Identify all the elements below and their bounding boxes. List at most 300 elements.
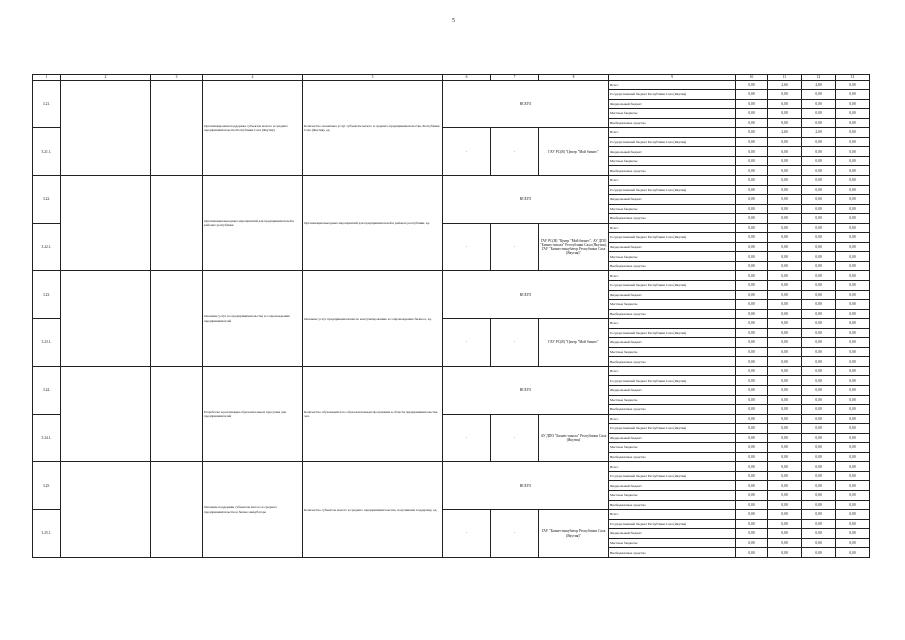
value-cell: 2,00 [802,80,836,90]
value-cell: 0,00 [836,195,870,205]
value-cell: 0,00 [802,357,836,367]
value-cell: 0,00 [802,166,836,176]
indicator-name: Количество оказанных услуг субъектам малого и среднего предпринимательства, Республики Саха (Якутия), ед. [303,80,443,175]
funding-source: Внебюджетные средства [609,405,736,415]
value-cell: 0,00 [802,147,836,157]
event-name: Разработка и реализация образовательных программ для предпринимателей [203,366,303,461]
executor-name: ГАУ РС(Я) "Центр "Мой бизнес" [539,319,609,367]
empty-cell [151,366,203,461]
value-cell: 0,00 [836,538,870,548]
value-cell: 0,00 [736,395,768,405]
value-cell: 2,60 [768,128,802,138]
header-cell: 12 [802,75,836,81]
value-cell: 0,00 [768,90,802,100]
value-cell: 0,00 [836,118,870,128]
row-code: 3.23.1. [33,319,61,367]
total-label: ВСЕГО [443,175,609,223]
value-cell: 0,00 [768,252,802,262]
value-cell: 0,00 [836,443,870,453]
dash-cell: - [491,128,539,176]
total-label: ВСЕГО [443,366,609,414]
funding-source: Местные бюджеты [609,395,736,405]
value-cell: 0,00 [836,386,870,396]
value-cell: 0,00 [802,233,836,243]
value-cell: 0,00 [768,510,802,520]
value-cell: 0,00 [736,204,768,214]
value-cell: 0,00 [802,223,836,233]
value-cell: 0,00 [802,529,836,539]
value-cell: 0,00 [802,471,836,481]
value-cell: 0,00 [736,538,768,548]
value-cell: 0,00 [768,175,802,185]
value-cell: 0,00 [736,309,768,319]
value-cell: 0,00 [736,481,768,491]
indicator-name: Количество субъектов малого и среднего предпринимательства, получивших поддержку, ед. [303,462,443,558]
value-cell: 0,00 [768,319,802,329]
funding-source: Внебюджетные средства [609,548,736,558]
executor-name: АУ ДПО "Бизнес-школа" Республики Саха (Якутия) [539,414,609,462]
row-code: 3.24. [33,366,61,414]
value-cell: 0,00 [836,271,870,281]
total-row [33,366,870,376]
value-cell: 0,00 [768,109,802,119]
funding-source: Местные бюджеты [609,109,736,119]
empty-cell [61,366,151,461]
value-cell: 0,00 [736,166,768,176]
empty-cell [61,80,151,175]
dash-cell: - [491,319,539,367]
value-cell: 0,00 [836,137,870,147]
funding-source: Всего [609,128,736,138]
budget-table [32,74,870,558]
value-cell: 0,00 [768,290,802,300]
value-cell: 0,00 [836,529,870,539]
value-cell: 0,00 [768,166,802,176]
executor-name: ГАУ "Бизнес-инкубатор Республики Саха (Якутия)" [539,510,609,558]
value-cell: 0,00 [768,529,802,539]
value-cell: 0,00 [836,471,870,481]
row-code: 3.21.1. [33,128,61,176]
value-cell: 0,00 [836,233,870,243]
funding-source: Государственный бюджет Республики Саха (Якутия) [609,376,736,386]
value-cell: 0,00 [802,405,836,415]
value-cell: 0,00 [736,195,768,205]
value-cell: 0,00 [802,481,836,491]
header-cell: 1 [33,75,61,81]
executor-name: ГАУ РС(Я) "Центр "Мой бизнес", АУ ДПО "Бизнес-школа" Республики Саха (Якутия), ГАУ "Бизнес-инкубатор Республики Саха (Якутия)" [539,223,609,271]
value-cell: 0,00 [736,214,768,224]
funding-source: Всего [609,223,736,233]
value-cell: 0,00 [768,118,802,128]
value-cell: 0,00 [802,300,836,310]
value-cell: 0,00 [768,500,802,510]
header-cell: 3 [151,75,203,81]
value-cell: 0,00 [802,395,836,405]
value-cell: 0,00 [802,319,836,329]
value-cell: 0,00 [836,491,870,501]
value-cell: 0,00 [768,471,802,481]
funding-source: Внебюджетные средства [609,261,736,271]
value-cell: 0,00 [802,137,836,147]
value-cell: 0,00 [768,366,802,376]
value-cell: 0,00 [736,128,768,138]
header-cell: 8 [539,75,609,81]
funding-source: Федеральный бюджет [609,147,736,157]
value-cell: 0,00 [768,214,802,224]
funding-source: Государственный бюджет Республики Саха (Якутия) [609,233,736,243]
value-cell: 0,00 [836,128,870,138]
value-cell: 0,00 [736,175,768,185]
value-cell: 0,00 [768,147,802,157]
value-cell: 0,00 [768,538,802,548]
value-cell: 0,00 [836,166,870,176]
header-cell: 2 [61,75,151,81]
funding-source: Местные бюджеты [609,300,736,310]
value-cell: 0,00 [768,204,802,214]
value-cell: 0,00 [736,500,768,510]
value-cell: 0,00 [768,481,802,491]
value-cell: 0,00 [802,156,836,166]
value-cell: 0,00 [736,290,768,300]
empty-cell [61,271,151,366]
row-code: 3.25. [33,462,61,510]
value-cell: 0,00 [802,424,836,434]
empty-cell [151,462,203,558]
value-cell: 0,00 [768,443,802,453]
value-cell: 0,00 [736,510,768,520]
dash-cell: - [491,510,539,558]
funding-source: Федеральный бюджет [609,481,736,491]
total-row [33,271,870,281]
value-cell: 0,00 [736,137,768,147]
funding-source: Местные бюджеты [609,491,736,501]
value-cell: 0,00 [768,338,802,348]
funding-source: Всего [609,80,736,90]
value-cell: 0,00 [836,395,870,405]
value-cell: 0,00 [768,281,802,291]
header-cell: 6 [443,75,491,81]
value-cell: 0,00 [836,80,870,90]
funding-source: Федеральный бюджет [609,290,736,300]
value-cell: 0,00 [802,452,836,462]
value-cell: 0,00 [768,347,802,357]
header-cell: 7 [491,75,539,81]
value-cell: 0,00 [768,195,802,205]
value-cell: 0,00 [736,347,768,357]
event-name: Организация выездных мероприятий для предпринимателей в районах республики [203,175,303,270]
value-cell: 0,00 [736,300,768,310]
funding-source: Внебюджетные средства [609,166,736,176]
header-cell: 10 [736,75,768,81]
indicator-name: Организация выездных мероприятий для предпринимателей в районах республики, ед. [303,175,443,270]
dash-cell: - [443,128,491,176]
funding-source: Всего [609,175,736,185]
value-cell: 0,00 [736,433,768,443]
funding-source: Государственный бюджет Республики Саха (Якутия) [609,471,736,481]
value-cell: 0,00 [802,175,836,185]
funding-source: Внебюджетные средства [609,452,736,462]
value-cell: 0,00 [768,462,802,472]
funding-source: Федеральный бюджет [609,195,736,205]
value-cell: 0,00 [736,491,768,501]
value-cell: 0,00 [768,357,802,367]
value-cell: 0,00 [768,452,802,462]
value-cell: 0,00 [736,109,768,119]
value-cell: 0,00 [802,443,836,453]
funding-source: Внебюджетные средства [609,357,736,367]
value-cell: 0,00 [836,424,870,434]
value-cell: 0,00 [802,548,836,558]
value-cell: 0,00 [836,99,870,109]
value-cell: 0,00 [836,338,870,348]
header-cell: 4 [203,75,303,81]
value-cell: 0,00 [802,386,836,396]
value-cell: 0,00 [836,328,870,338]
value-cell: 0,00 [836,175,870,185]
value-cell: 0,00 [736,366,768,376]
value-cell: 0,00 [802,242,836,252]
value-cell: 0,00 [802,538,836,548]
total-row [33,462,870,472]
funding-source: Местные бюджеты [609,443,736,453]
value-cell: 0,00 [768,414,802,424]
value-cell: 0,00 [736,223,768,233]
value-cell: 0,00 [736,414,768,424]
value-cell: 0,00 [768,424,802,434]
value-cell: 0,00 [836,242,870,252]
value-cell: 0,00 [836,214,870,224]
value-cell: 0,00 [836,347,870,357]
total-row [33,80,870,90]
value-cell: 0,00 [736,319,768,329]
value-cell: 0,00 [736,529,768,539]
funding-source: Всего [609,271,736,281]
value-cell: 2,60 [768,80,802,90]
value-cell: 0,00 [768,405,802,415]
funding-source: Федеральный бюджет [609,386,736,396]
value-cell: 0,00 [736,118,768,128]
value-cell: 0,00 [836,309,870,319]
funding-source: Местные бюджеты [609,538,736,548]
funding-source: Всего [609,319,736,329]
value-cell: 0,00 [736,99,768,109]
page-number: 5 [452,18,455,24]
value-cell: 0,00 [736,233,768,243]
funding-source: Внебюджетные средства [609,309,736,319]
value-cell: 0,00 [802,118,836,128]
event-name: Оказание услуг по предпринимательству и сопровождению предпринимателей [203,271,303,366]
value-cell: 0,00 [768,491,802,501]
value-cell: 0,00 [736,424,768,434]
funding-source: Всего [609,462,736,472]
funding-source: Всего [609,414,736,424]
value-cell: 0,00 [736,405,768,415]
value-cell: 0,00 [836,376,870,386]
value-cell: 0,00 [802,462,836,472]
funding-source: Местные бюджеты [609,252,736,262]
value-cell: 0,00 [736,462,768,472]
value-cell: 0,00 [768,185,802,195]
value-cell: 0,00 [736,452,768,462]
value-cell: 0,00 [736,443,768,453]
value-cell: 0,00 [802,214,836,224]
value-cell: 0,00 [768,156,802,166]
total-row [33,175,870,185]
value-cell: 0,00 [736,328,768,338]
funding-source: Государственный бюджет Республики Саха (Якутия) [609,137,736,147]
value-cell: 0,00 [802,261,836,271]
dash-cell: - [443,510,491,558]
funding-source: Государственный бюджет Республики Саха (Якутия) [609,90,736,100]
funding-source: Федеральный бюджет [609,529,736,539]
value-cell: 0,00 [736,252,768,262]
value-cell: 0,00 [768,99,802,109]
value-cell: 0,00 [836,462,870,472]
value-cell: 0,00 [836,519,870,529]
empty-cell [151,271,203,366]
value-cell: 0,00 [836,281,870,291]
value-cell: 0,00 [736,271,768,281]
value-cell: 0,00 [768,395,802,405]
value-cell: 0,00 [802,347,836,357]
value-cell: 0,00 [802,414,836,424]
row-code: 3.23. [33,271,61,319]
indicator-name: Количество обучающихся по образовательным программам в области предпринимательства, чел. [303,366,443,461]
value-cell: 0,00 [802,433,836,443]
event-name: Оказание поддержки субъектам малого и среднего предпринимательства в бизнес-инкубаторе [203,462,303,558]
dash-cell: - [491,414,539,462]
funding-source: Государственный бюджет Республики Саха (Якутия) [609,185,736,195]
value-cell: 2,00 [802,128,836,138]
value-cell: 0,00 [736,185,768,195]
dash-cell: - [443,414,491,462]
value-cell: 0,00 [736,242,768,252]
value-cell: 0,00 [736,156,768,166]
value-cell: 0,00 [802,309,836,319]
funding-source: Местные бюджеты [609,156,736,166]
value-cell: 0,00 [802,204,836,214]
value-cell: 0,00 [836,414,870,424]
value-cell: 0,00 [802,252,836,262]
value-cell: 0,00 [768,261,802,271]
value-cell: 0,00 [736,261,768,271]
value-cell: 0,00 [836,357,870,367]
value-cell: 0,00 [768,300,802,310]
value-cell: 0,00 [768,309,802,319]
value-cell: 0,00 [802,281,836,291]
funding-source: Федеральный бюджет [609,99,736,109]
value-cell: 0,00 [836,366,870,376]
funding-source: Внебюджетные средства [609,214,736,224]
value-cell: 0,00 [736,548,768,558]
value-cell: 0,00 [836,223,870,233]
funding-source: Государственный бюджет Республики Саха (Якутия) [609,424,736,434]
value-cell: 0,00 [736,338,768,348]
value-cell: 0,00 [802,290,836,300]
value-cell: 0,00 [836,156,870,166]
empty-cell [61,462,151,558]
value-cell: 0,00 [768,328,802,338]
value-cell: 0,00 [802,271,836,281]
row-code: 3.24.1. [33,414,61,462]
value-cell: 0,00 [802,500,836,510]
value-cell: 0,00 [802,366,836,376]
value-cell: 0,00 [802,195,836,205]
indicator-name: Оказание услуг предпринимателям по консультированию и сопровождению бизнеса, ед. [303,271,443,366]
funding-source: Внебюджетные средства [609,118,736,128]
value-cell: 0,00 [836,548,870,558]
dash-cell: - [491,223,539,271]
value-cell: 0,00 [768,137,802,147]
value-cell: 0,00 [802,99,836,109]
funding-source: Всего [609,366,736,376]
value-cell: 0,00 [768,519,802,529]
empty-cell [151,175,203,270]
value-cell: 0,00 [836,204,870,214]
value-cell: 0,00 [768,233,802,243]
value-cell: 0,00 [836,109,870,119]
value-cell: 0,00 [836,185,870,195]
funding-source: Государственный бюджет Республики Саха (Якутия) [609,519,736,529]
header-cell: 5 [303,75,443,81]
value-cell: 0,00 [736,519,768,529]
funding-source: Федеральный бюджет [609,338,736,348]
value-cell: 0,00 [768,271,802,281]
header-cell: 13 [836,75,870,81]
funding-source: Государственный бюджет Республики Саха (Якутия) [609,281,736,291]
funding-source: Федеральный бюджет [609,433,736,443]
event-name: Организационная поддержка субъектов малого и среднего предпринимательства Республики Саха (Якутия) [203,80,303,175]
value-cell: 0,00 [802,510,836,520]
funding-source: Внебюджетные средства [609,500,736,510]
value-cell: 0,00 [836,452,870,462]
value-cell: 0,00 [836,290,870,300]
value-cell: 0,00 [802,519,836,529]
value-cell: 0,00 [836,405,870,415]
value-cell: 0,00 [836,319,870,329]
value-cell: 0,00 [802,338,836,348]
row-code: 3.25.1. [33,510,61,558]
value-cell: 0,00 [802,376,836,386]
funding-source: Местные бюджеты [609,204,736,214]
value-cell: 0,00 [736,376,768,386]
value-cell: 0,00 [802,491,836,501]
value-cell: 0,00 [836,500,870,510]
total-label: ВСЕГО [443,271,609,319]
dash-cell: - [443,223,491,271]
value-cell: 0,00 [836,510,870,520]
funding-source: Всего [609,510,736,520]
value-cell: 0,00 [736,386,768,396]
value-cell: 0,00 [736,357,768,367]
empty-cell [61,175,151,270]
funding-source: Местные бюджеты [609,347,736,357]
value-cell: 0,00 [802,109,836,119]
value-cell: 0,00 [736,281,768,291]
row-code: 3.22. [33,175,61,223]
executor-name: ГАУ РС(Я) "Центр "Мой бизнес" [539,128,609,176]
value-cell: 0,00 [802,328,836,338]
value-cell: 0,00 [768,386,802,396]
value-cell: 0,00 [836,147,870,157]
funding-source: Государственный бюджет Республики Саха (Якутия) [609,328,736,338]
empty-cell [151,80,203,175]
row-code: 3.22.1. [33,223,61,271]
value-cell: 0,00 [836,433,870,443]
value-cell: 0,00 [736,471,768,481]
value-cell: 0,00 [836,90,870,100]
dash-cell: - [443,319,491,367]
